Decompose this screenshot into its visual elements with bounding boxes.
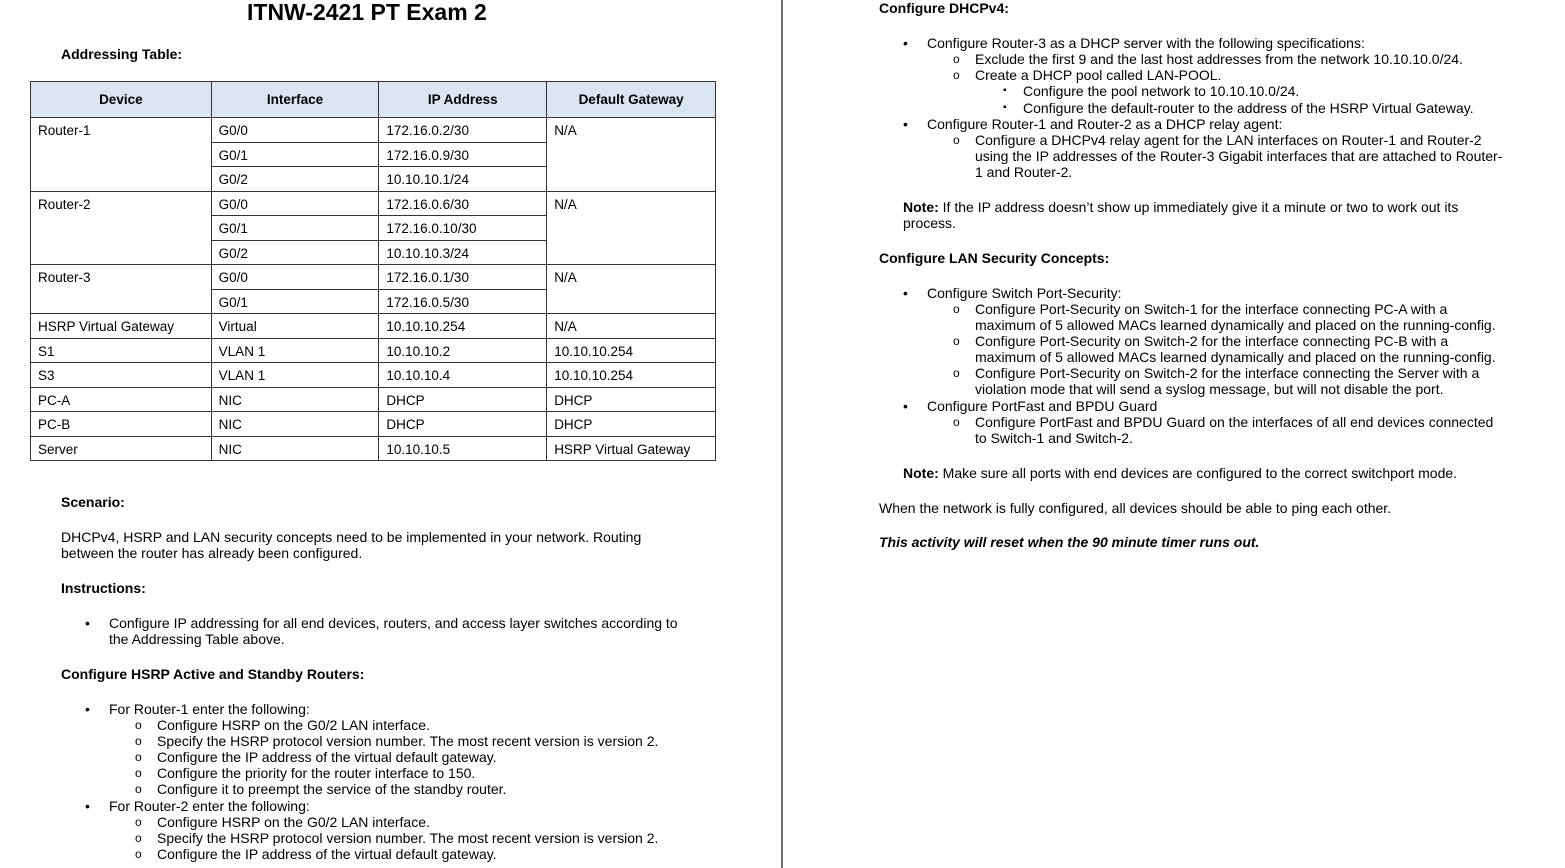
cell-ip: 10.10.10.2 xyxy=(379,338,547,363)
dhcp-heading: Configure DHCPv4: xyxy=(879,0,1009,16)
cell-ip: 10.10.10.1/24 xyxy=(379,167,547,192)
note-ip xyxy=(903,199,1503,231)
cell-device xyxy=(31,240,212,265)
cell-device: Router-2 xyxy=(31,191,212,216)
port-security-sub-line: Configure Port-Security on Switch-2 for the interface connecting the Server with a xyxy=(975,365,1480,381)
hsrp-router2-sub xyxy=(135,814,430,830)
addressing-heading: Addressing Table: xyxy=(61,46,183,62)
circle-marker: o xyxy=(953,68,960,82)
cell-interface: VLAN 1 xyxy=(211,363,379,388)
hsrp-router1-text: For Router-1 enter the following: xyxy=(109,701,310,717)
cell-device xyxy=(31,167,212,192)
circle-marker: o xyxy=(953,334,960,348)
cell-gateway: N/A xyxy=(547,314,716,339)
cell-interface: NIC xyxy=(211,436,379,461)
table-row xyxy=(31,314,716,339)
hsrp-router2-sub xyxy=(135,830,659,846)
cell-ip: 10.10.10.5 xyxy=(379,436,547,461)
hsrp-router1-sub xyxy=(135,717,430,733)
page-divider xyxy=(781,0,783,868)
table-row xyxy=(31,363,716,388)
bullet-marker: • xyxy=(903,116,908,132)
table-row xyxy=(31,216,716,241)
cell-interface: G0/0 xyxy=(211,191,379,216)
cell-interface: VLAN 1 xyxy=(211,338,379,363)
cell-gateway xyxy=(547,167,716,192)
circle-marker: o xyxy=(953,415,960,429)
circle-marker: o xyxy=(135,750,142,764)
cell-interface: G0/1 xyxy=(211,142,379,167)
dhcp-relay-sub-line1: Configure a DHCPv4 relay agent for the LAN interfaces on Router-1 and Router-2 xyxy=(975,132,1482,148)
addressing-table xyxy=(30,81,716,461)
dhcp-relay-sub-line3: 1 and Router-2. xyxy=(975,164,1073,180)
cell-device: PC-A xyxy=(31,387,212,412)
table-row xyxy=(31,142,716,167)
circle-marker: o xyxy=(953,133,960,147)
cell-ip: 172.16.0.10/30 xyxy=(379,216,547,241)
hsrp-router1-sub xyxy=(135,749,497,765)
port-security-sub xyxy=(953,365,1480,381)
port-security-sub-line: maximum of 5 allowed MACs learned dynamically and placed on the running-config. xyxy=(975,349,1496,365)
cell-gateway: N/A xyxy=(547,118,716,143)
circle-marker: o xyxy=(135,718,142,732)
circle-marker: o xyxy=(953,366,960,380)
portfast-sub-line: Configure PortFast and BPDU Guard on the interfaces of all end devices connected xyxy=(975,414,1494,430)
portfast-item xyxy=(903,398,1158,414)
dhcp-relay-item xyxy=(903,116,1283,132)
cell-device xyxy=(31,289,212,314)
note-ip-line2: process. xyxy=(903,215,956,231)
bullet-marker: • xyxy=(85,798,90,814)
dhcp-exclude-text: Exclude the first 9 and the last host addresses from the network 10.10.10.0/24. xyxy=(975,51,1463,67)
cell-gateway: HSRP Virtual Gateway xyxy=(547,436,716,461)
table-row xyxy=(31,289,716,314)
port-security-sub-line: violation mode that will send a syslog message, but will not disable the port. xyxy=(975,381,1444,397)
port-security-sub xyxy=(953,333,1449,349)
scenario-heading: Scenario: xyxy=(61,494,125,510)
cell-ip: 172.16.0.6/30 xyxy=(379,191,547,216)
circle-marker: o xyxy=(135,847,142,861)
instructions-item-text: Configure IP addressing for all end devices, routers, and access layer switches according to the Addressing Table above. xyxy=(109,615,678,647)
portfast-sub xyxy=(953,414,1494,430)
cell-device: HSRP Virtual Gateway xyxy=(31,314,212,339)
hsrp-router2-item xyxy=(85,798,310,814)
cell-gateway: 10.10.10.254 xyxy=(547,338,716,363)
table-row xyxy=(31,436,716,461)
square-marker: ▪ xyxy=(1003,102,1007,113)
hsrp-heading: Configure HSRP Active and Standby Routers: xyxy=(61,666,365,682)
cell-interface: NIC xyxy=(211,387,379,412)
cell-device: S1 xyxy=(31,338,212,363)
bullet-marker: • xyxy=(903,35,908,51)
instructions-item xyxy=(85,615,699,647)
cell-device: Server xyxy=(31,436,212,461)
note-switchport-text: Make sure all ports with end devices are configured to the correct switchport mode. xyxy=(938,465,1458,481)
cell-interface: G0/1 xyxy=(211,289,379,314)
table-row xyxy=(31,338,716,363)
dhcp-server-text: Configure Router-3 as a DHCP server with the following specifications: xyxy=(927,35,1365,51)
cell-interface: G0/0 xyxy=(211,265,379,290)
reset-text: This activity will reset when the 90 minute timer runs out. xyxy=(879,534,1260,550)
hsrp-router1-sub-text: Configure HSRP on the G0/2 LAN interface. xyxy=(157,717,430,733)
cell-gateway: 10.10.10.254 xyxy=(547,363,716,388)
square-marker: ▪ xyxy=(1003,85,1007,96)
port-security-sub-line: Configure Port-Security on Switch-1 for the interface connecting PC-A with a xyxy=(975,301,1448,317)
cell-ip: 10.10.10.4 xyxy=(379,363,547,388)
hsrp-router1-sub-text: Configure the IP address of the virtual default gateway. xyxy=(157,749,497,765)
dhcp-default-router-item xyxy=(1003,100,1474,116)
port-security-sub-line: Configure Port-Security on Switch-2 for the interface connecting PC-B with a xyxy=(975,333,1449,349)
port-security-item xyxy=(903,285,1122,301)
circle-marker: o xyxy=(135,766,142,780)
hsrp-router1-sub-text: Configure the priority for the router interface to 150. xyxy=(157,765,476,781)
cell-device xyxy=(31,142,212,167)
hsrp-router2-sub-text: Specify the HSRP protocol version number. The most recent version is version 2. xyxy=(157,830,659,846)
table-row xyxy=(31,118,716,143)
header-default-gateway: Default Gateway xyxy=(547,82,716,118)
cell-interface: G0/2 xyxy=(211,167,379,192)
cell-gateway: N/A xyxy=(547,265,716,290)
dhcp-relay-sub-line2: using the IP addresses of the Router-3 Gigabit interfaces that are attached to Router- xyxy=(975,148,1503,164)
hsrp-router1-sub-text: Specify the HSRP protocol version number. The most recent version is version 2. xyxy=(157,733,659,749)
note-ip-label: Note: xyxy=(903,199,939,215)
note-ip-line1: If the IP address doesn’t show up immediately give it a minute or two to work out its xyxy=(938,199,1459,215)
scenario-text: DHCPv4, HSRP and LAN security concepts need to be implemented in your network. Routing between the router has already been configured. xyxy=(61,529,642,561)
hsrp-router2-sub-text: Configure HSRP on the G0/2 LAN interface. xyxy=(157,814,430,830)
port-security-sub xyxy=(953,301,1448,317)
table-row xyxy=(31,191,716,216)
hsrp-router1-sub xyxy=(135,765,476,781)
dhcp-pool-network-item xyxy=(1003,83,1300,99)
dhcp-pool-network-text: Configure the pool network to 10.10.10.0/24. xyxy=(1023,83,1300,99)
cell-interface: G0/1 xyxy=(211,216,379,241)
dhcp-relay-text: Configure Router-1 and Router-2 as a DHCP relay agent: xyxy=(927,116,1283,132)
cell-ip: 172.16.0.9/30 xyxy=(379,142,547,167)
table-row xyxy=(31,265,716,290)
hsrp-router1-sub xyxy=(135,781,507,797)
cell-gateway: DHCP xyxy=(547,387,716,412)
cell-gateway xyxy=(547,142,716,167)
cell-ip: DHCP xyxy=(379,387,547,412)
cell-ip: 10.10.10.254 xyxy=(379,314,547,339)
header-ip-address: IP Address xyxy=(379,82,547,118)
bullet-marker: • xyxy=(903,285,908,301)
note-switchport xyxy=(903,465,1457,481)
cell-gateway: DHCP xyxy=(547,412,716,437)
circle-marker: o xyxy=(953,302,960,316)
cell-interface: Virtual xyxy=(211,314,379,339)
hsrp-router1-item xyxy=(85,701,310,717)
circle-marker: o xyxy=(135,815,142,829)
cell-interface: G0/2 xyxy=(211,240,379,265)
hsrp-router1-sub-text: Configure it to preempt the service of the standby router. xyxy=(157,781,507,797)
cell-device: PC-B xyxy=(31,412,212,437)
bullet-marker: • xyxy=(903,398,908,414)
hsrp-router2-text: For Router-2 enter the following: xyxy=(109,798,310,814)
dhcp-exclude-item xyxy=(953,51,1463,67)
cell-ip: DHCP xyxy=(379,412,547,437)
lan-heading: Configure LAN Security Concepts: xyxy=(879,250,1110,266)
port-security-sub-line: maximum of 5 allowed MACs learned dynamically and placed on the running-config. xyxy=(975,317,1496,333)
cell-ip: 10.10.10.3/24 xyxy=(379,240,547,265)
dhcp-relay-sub xyxy=(953,132,1482,148)
dhcp-server-item xyxy=(903,35,1365,51)
header-device: Device xyxy=(31,82,212,118)
cell-ip: 172.16.0.5/30 xyxy=(379,289,547,314)
bullet-marker: • xyxy=(85,615,90,631)
dhcp-pool-item xyxy=(953,67,1222,83)
hsrp-router2-sub xyxy=(135,846,497,862)
ping-text: When the network is fully configured, all devices should be able to ping each other. xyxy=(879,500,1392,516)
instructions-heading: Instructions: xyxy=(61,580,146,596)
table-row xyxy=(31,240,716,265)
cell-device: S3 xyxy=(31,363,212,388)
table-row xyxy=(31,387,716,412)
circle-marker: o xyxy=(135,734,142,748)
cell-gateway xyxy=(547,216,716,241)
header-interface: Interface xyxy=(211,82,379,118)
circle-marker: o xyxy=(135,831,142,845)
portfast-text: Configure PortFast and BPDU Guard xyxy=(927,398,1158,414)
port-security-text: Configure Switch Port-Security: xyxy=(927,285,1122,301)
table-row xyxy=(31,412,716,437)
dhcp-default-router-text: Configure the default-router to the address of the HSRP Virtual Gateway. xyxy=(1023,100,1474,116)
portfast-sub-line: to Switch-1 and Switch-2. xyxy=(975,430,1133,446)
cell-device: Router-3 xyxy=(31,265,212,290)
cell-gateway: N/A xyxy=(547,191,716,216)
cell-ip: 172.16.0.1/30 xyxy=(379,265,547,290)
page-title: ITNW-2421 PT Exam 2 xyxy=(247,0,487,25)
circle-marker: o xyxy=(953,52,960,66)
bullet-marker: • xyxy=(85,701,90,717)
dhcp-pool-text: Create a DHCP pool called LAN-POOL. xyxy=(975,67,1222,83)
cell-interface: NIC xyxy=(211,412,379,437)
cell-interface: G0/0 xyxy=(211,118,379,143)
hsrp-router2-sub-text: Configure the IP address of the virtual default gateway. xyxy=(157,846,497,862)
table-row xyxy=(31,167,716,192)
cell-device: Router-1 xyxy=(31,118,212,143)
circle-marker: o xyxy=(135,782,142,796)
cell-gateway xyxy=(547,240,716,265)
cell-gateway xyxy=(547,289,716,314)
note-switchport-label: Note: xyxy=(903,465,939,481)
cell-ip: 172.16.0.2/30 xyxy=(379,118,547,143)
table-header-row xyxy=(31,82,716,118)
cell-device xyxy=(31,216,212,241)
hsrp-router1-sub xyxy=(135,733,659,749)
